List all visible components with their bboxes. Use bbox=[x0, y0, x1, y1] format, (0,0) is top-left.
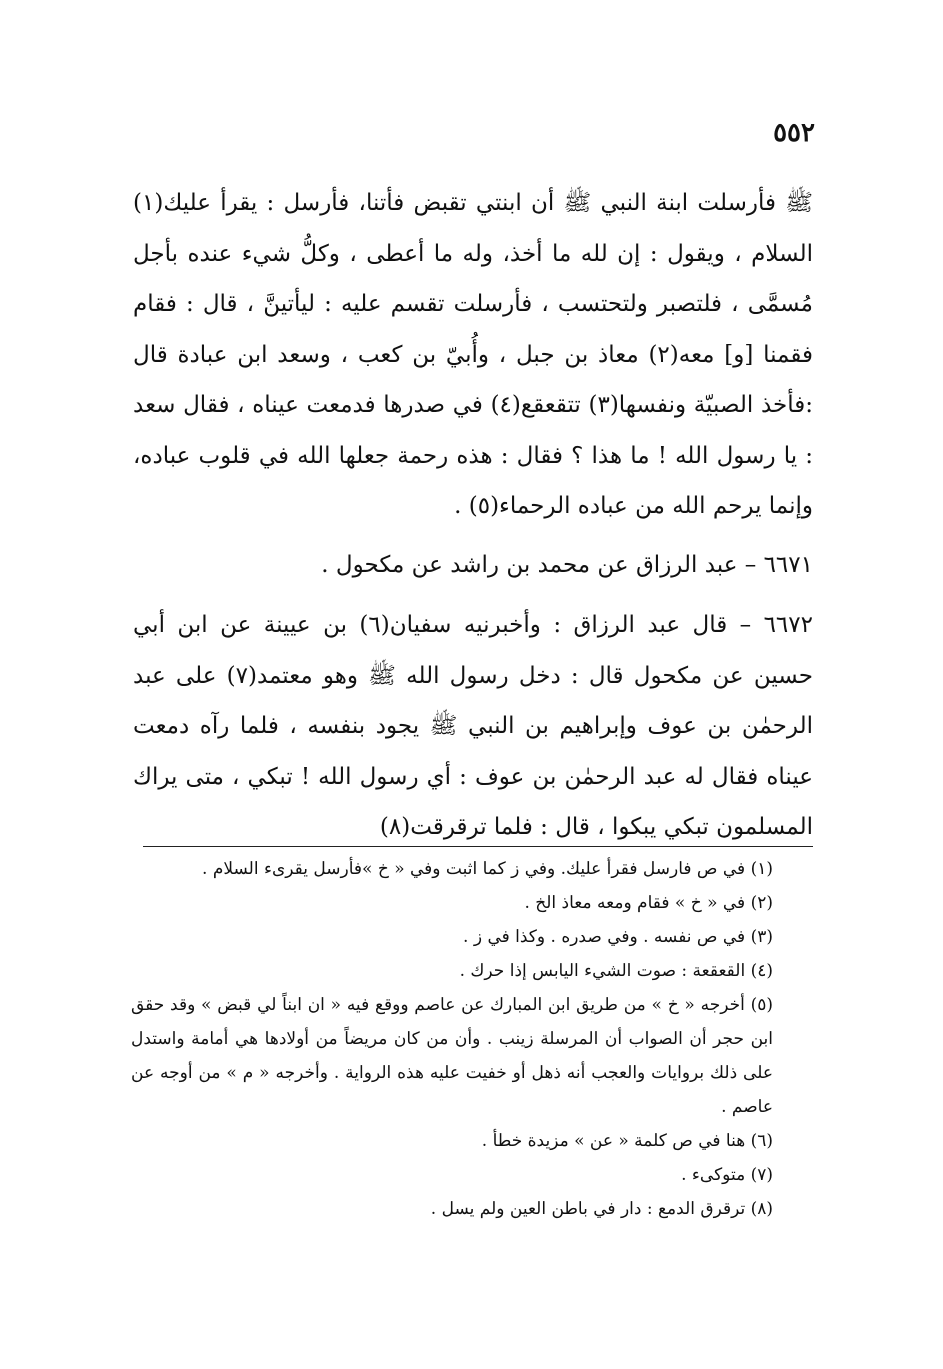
footnote-3: (٣) في ص نفسه . وفي صدره . وكذا في ز . bbox=[463, 927, 773, 947]
footnote-1: (١) في ص فارسل فقرأ عليك. وفي ز كما اثبت وفي « خ »فأرسل يقرىء السلام . bbox=[202, 859, 773, 879]
paragraph-text: ٦٦٧٢ – قال عبد الرزاق : وأخبرنيه سفيان(٦) بن عيينة عن ابن أبي حسين عن مكحول قال : دخل رسول الله ﷺ وهو معتمد(٧) على عبد الرحمٰن بن عوف وإبراهيم بن النبي ﷺ يجود بنفسه ، فلما رآه دمعت عيناه فقال له عبد الرحمٰن بن عوف : أي رسول الله ! تبكي ، متى يراك المسلمون تبكي يبكوا ، قال : فلما ترقرقت(٨) bbox=[133, 612, 814, 840]
footnote-5: (٥) أخرجه « خ » من طريق ابن المبارك عن عاصم ووقع فيه « ان ابناً لي قبض » وقد حقق ابن حجر أن الصواب أن المرسلة زينب . وأن من كان مريضاً من أولادها هي أمامة واستدل على ذلك بروايات والعجب أنه ذهل أو خفيت عليه هذه الرواية . وأخرجه « م » من أوجه عن عاصم . bbox=[131, 995, 773, 1117]
paragraph-text: ﷺ فأرسلت ابنة النبي ﷺ أن ابنتي تقبض فأتنا، فأرسل : يقرأ عليك(١) السلام ، ويقول : إن لله ما أخذ، وله ما أعطى ، وكلُّ شيء عنده بأجل مُسمَّى ، فلتصبر ولتحتسب ، فأرسلت تقسم عليه : ليأتينَّ ، قال : فقام فقمنا [و] معه(٢) معاذ بن جبل ، وأُبيّ بن كعب ، وسعد ابن عبادة قال :فأخذ الصبيّة ونفسها(٣) تتقعقع(٤) في صدرها فدمعت عيناه ، فقال سعد : يا رسول الله ! ما هذا ؟ فقال : هذه رحمة جعلها الله في قلوب عباده، وإنما يرحم الله من عباده الرحماء(٥) . bbox=[133, 190, 813, 519]
footnote-6: (٦) هنا في ص كلمة « عن » مزيدة خطأ . bbox=[481, 1131, 773, 1151]
footnote-2: (٢) في « خ » فقام ومعه معاذ الخ . bbox=[524, 893, 773, 913]
hadith-6671 bbox=[133, 540, 813, 591]
paragraph-text: ٦٦٧١ – عبد الرزاق عن محمد بن راشد عن مكحول . bbox=[321, 552, 813, 578]
hadith-paragraph-continuation bbox=[133, 178, 813, 532]
footnote-divider bbox=[143, 846, 813, 847]
hadith-6672 bbox=[133, 600, 813, 853]
footnote-8: (٨) ترقرق الدمع : دار في باطن العين ولم يسل . bbox=[430, 1199, 773, 1219]
footnotes-section bbox=[131, 852, 813, 1226]
footnote-4: (٤) القعقعة : صوت الشيء اليابس إذا حرك . bbox=[459, 961, 773, 981]
footnote-7: (٧) متوكىء . bbox=[681, 1165, 773, 1185]
page-number: ٥٥٢ bbox=[773, 118, 815, 148]
